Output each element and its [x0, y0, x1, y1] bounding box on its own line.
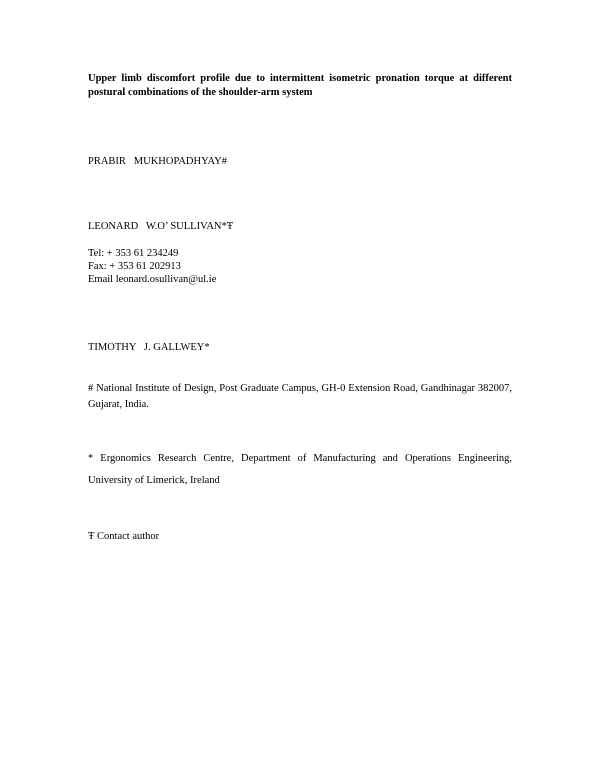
paper-title: Upper limb discomfort profile due to intermittent isometric pronation torque at different postural combinations of the shoulder-arm system — [88, 73, 512, 98]
contact-fax: Fax: + 353 61 202913 — [88, 261, 181, 272]
contact-email: Email leonard.osullivan@ul.ie — [88, 274, 217, 285]
contact-tel: Tel: + 353 61 234249 — [88, 248, 179, 259]
author-gallwey: TIMOTHY J. GALLWEY* — [88, 342, 210, 353]
affiliation-nid: # National Institute of Design, Post Graduate Campus, GH-0 Extension Road, Gandhinagar 382007, Gujarat, India. — [88, 383, 512, 410]
author-mukhopadhyay: PRABIR MUKHOPADHYAY# — [88, 156, 227, 167]
affiliation-limerick: * Ergonomics Research Centre, Department of Manufacturing and Operations Engineering, University of Limerick, Ireland — [88, 453, 512, 486]
author-osullivan: LEONARD W.O’ SULLIVAN*Ŧ — [88, 221, 234, 232]
contact-author-note: Ŧ Contact author — [88, 531, 160, 542]
contact-details — [88, 247, 512, 286]
